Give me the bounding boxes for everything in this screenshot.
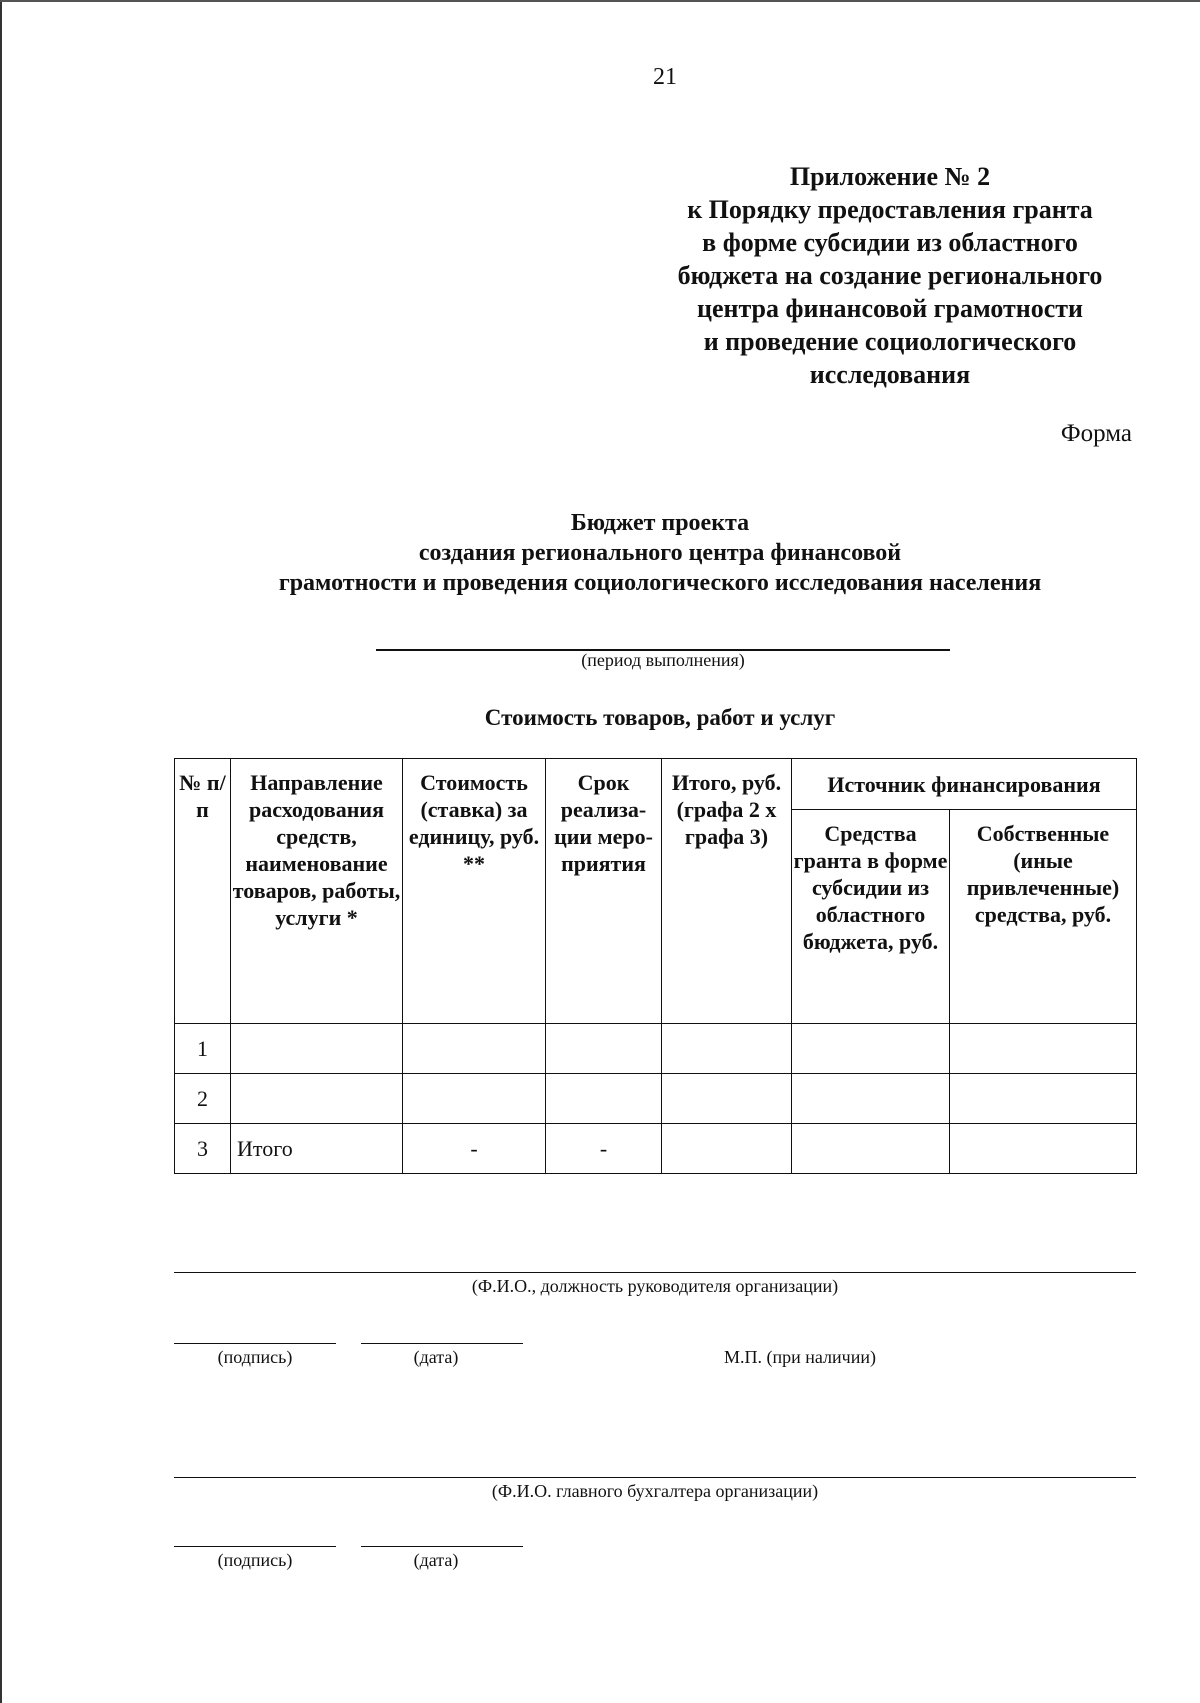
page-left-edge [0,0,2,1703]
cell-num: 2 [175,1074,231,1124]
appendix-line: центра финансовой грамотности [696,294,1084,323]
cell-direction[interactable] [231,1024,403,1074]
title-line: создания регионального центра финансовой [418,540,902,566]
accountant-date-line[interactable] [361,1546,523,1547]
budget-table [174,758,1137,1174]
cell-own[interactable] [950,1074,1137,1124]
cell-own[interactable] [950,1024,1137,1074]
title-line: грамотности и проведения социологического исследования населения [278,570,1042,596]
header-direction: Направление расходования средств, наименование товаров, работы, услуги * [231,759,403,1024]
table-header-row [175,759,1137,810]
accountant-name-line[interactable] [174,1477,1136,1478]
appendix-line: Приложение № 2 [789,162,991,191]
cell-direction: Итого [231,1124,403,1174]
cell-term[interactable] [546,1024,662,1074]
cell-term: - [546,1124,662,1174]
head-caption: (Ф.И.О., должность руководителя организации) [471,1276,839,1296]
head-date-caption: (дата) [413,1347,459,1367]
appendix-line: исследования [809,360,971,389]
cell-term[interactable] [546,1074,662,1124]
cell-cost[interactable] [403,1074,546,1124]
appendix-line: в форме субсидии из областного [702,228,1078,257]
accountant-date-caption: (дата) [413,1550,459,1570]
cell-total[interactable] [662,1124,792,1174]
appendix-heading [640,160,1140,391]
head-name-line[interactable] [174,1272,1136,1273]
head-signature-caption: (подпись) [217,1347,293,1367]
document-title [160,508,1160,598]
header-cost: Стоимость (ставка) за единицу, руб. ** [403,759,546,1024]
appendix-line: бюджета на создание регионального [677,261,1103,290]
form-label: Форма [1060,420,1132,447]
cell-own[interactable] [950,1124,1137,1174]
table-row [175,1024,1137,1074]
cell-direction[interactable] [231,1074,403,1124]
table-row-total [175,1124,1137,1174]
cell-num: 1 [175,1024,231,1074]
appendix-line: к Порядку предоставления гранта [687,195,1093,224]
title-line: Бюджет проекта [570,510,750,536]
cell-total[interactable] [662,1024,792,1074]
accountant-signature-caption: (подпись) [217,1550,293,1570]
header-grant: Средства гранта в форме субсидии из областного бюджета, руб. [792,810,950,1024]
cell-grant[interactable] [792,1124,950,1174]
header-own: Собственные (иные привлеченные) средства, руб. [950,810,1137,1024]
table-title: Стоимость товаров, работ и услуг [484,705,836,730]
cell-grant[interactable] [792,1074,950,1124]
appendix-line: и проведение социологического [703,327,1077,356]
cell-num: 3 [175,1124,231,1174]
page-top-edge [0,0,1200,2]
header-num: № п/п [175,759,231,1024]
page-number: 21 [653,64,677,90]
head-date-line[interactable] [361,1343,523,1344]
cell-grant[interactable] [792,1024,950,1074]
accountant-caption: (Ф.И.О. главного бухгалтера организации) [491,1481,819,1501]
cell-cost: - [403,1124,546,1174]
header-total: Итого, руб. (графа 2 х графа 3) [662,759,792,1024]
header-source: Источник финансирования [792,759,1137,810]
head-signature-line[interactable] [174,1343,336,1344]
header-term: Срок реализа-ции меро-приятия [546,759,662,1024]
cell-cost[interactable] [403,1024,546,1074]
table-row [175,1074,1137,1124]
accountant-signature-line[interactable] [174,1546,336,1547]
period-caption: (период выполнения) [581,650,745,670]
stamp-caption: М.П. (при наличии) [724,1347,876,1367]
cell-total[interactable] [662,1074,792,1124]
